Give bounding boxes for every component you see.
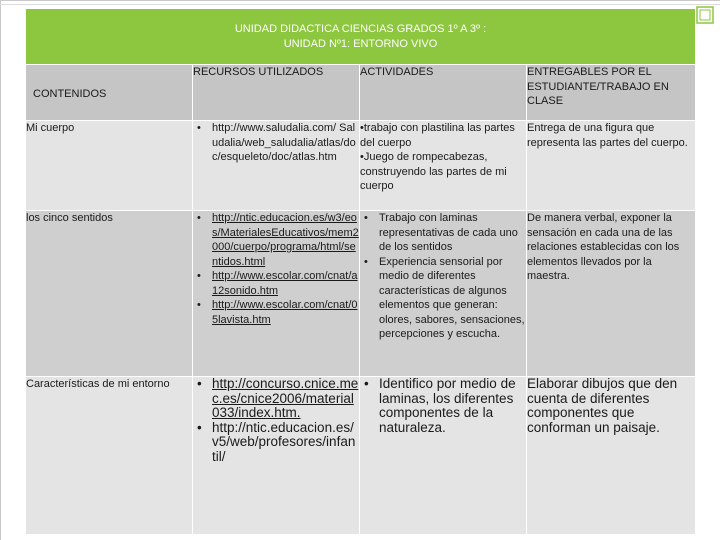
activity-item: • Experiencia sensorial por medio de diferentes características de algunos elementos que generan: olores, sabores, sensaciones, percepciones y escucha. — [360, 255, 526, 342]
header-contenidos-label: CONTENIDOS — [33, 88, 107, 100]
table-row — [26, 211, 696, 377]
table-row — [26, 377, 696, 535]
contenido-cell: Mi cuerpo — [26, 121, 193, 211]
contenido-cell: los cinco sentidos — [26, 211, 193, 377]
table-row — [26, 121, 696, 211]
entregable-cell: Entrega de una figura que representa las partes del cuerpo. — [527, 121, 696, 211]
header-row — [26, 65, 696, 121]
activity-text: •Juego de rompecabezas, construyendo las partes de mi cuerpo — [360, 151, 507, 192]
actividades-cell — [360, 121, 527, 211]
title-line-2: UNIDAD Nº1: ENTORNO VIVO — [283, 37, 438, 50]
corner-ornament-icon — [696, 6, 714, 24]
resource-link[interactable]: http://concurso.cnice.mec.es/cnice2006/material033/index.htm. — [212, 376, 359, 420]
header-entregables: ENTREGABLES POR EL ESTUDIANTE/TRABAJO EN CLASE — [527, 65, 696, 121]
header-contenidos — [26, 65, 193, 121]
recursos-cell — [193, 121, 360, 211]
resource-link[interactable]: http://ntic.educacion.es/w3/eos/MaterialesEducativos/mem2000/cuerpo/programa/html/sentidos.html — [212, 212, 359, 268]
entregable-cell: De manera verbal, exponer la sensación en cada una de las relaciones establecidas con los elementos llevados por la maestra. — [527, 211, 696, 377]
activity-item: • Identifico por medio de laminas, los diferentes componentes de la naturaleza. — [360, 377, 526, 435]
resource-link[interactable]: http://www.escolar.com/cnat/05lavista.htm — [212, 299, 358, 326]
unit-table — [25, 8, 696, 535]
header-recursos: RECURSOS UTILIZADOS — [193, 65, 360, 121]
entregable-cell: Elaborar dibujos que den cuenta de diferentes componentes que conforman un paisaje. — [527, 377, 696, 535]
resource-link[interactable]: http://www.escolar.com/cnat/a12sonido.htm — [212, 270, 358, 297]
contenido-cell: Características de mi entorno — [26, 377, 193, 535]
actividades-cell — [360, 377, 527, 535]
activity-item: • Trabajo con laminas representativas de cada uno de los sentidos — [360, 211, 526, 255]
activity-text: •trabajo con plastilina las partes del cuerpo — [360, 122, 515, 149]
resource-link: • http://ntic.educacion.es/v5/web/profesores/infantil/ — [193, 421, 359, 465]
resource-link: • http://www.saludalia.com/ Saludalia/web_saludalia/atlas/doc/esqueleto/doc/atlas.htm — [193, 121, 359, 165]
header-actividades: ACTIVIDADES — [360, 65, 527, 121]
actividades-cell — [360, 211, 527, 377]
table-title — [26, 9, 696, 65]
recursos-cell — [193, 211, 360, 377]
recursos-cell — [193, 377, 360, 535]
decorative-line — [0, 4, 720, 5]
title-line-1: UNIDAD DIDACTICA CIENCIAS GRADOS 1º A 3º : — [234, 23, 487, 35]
